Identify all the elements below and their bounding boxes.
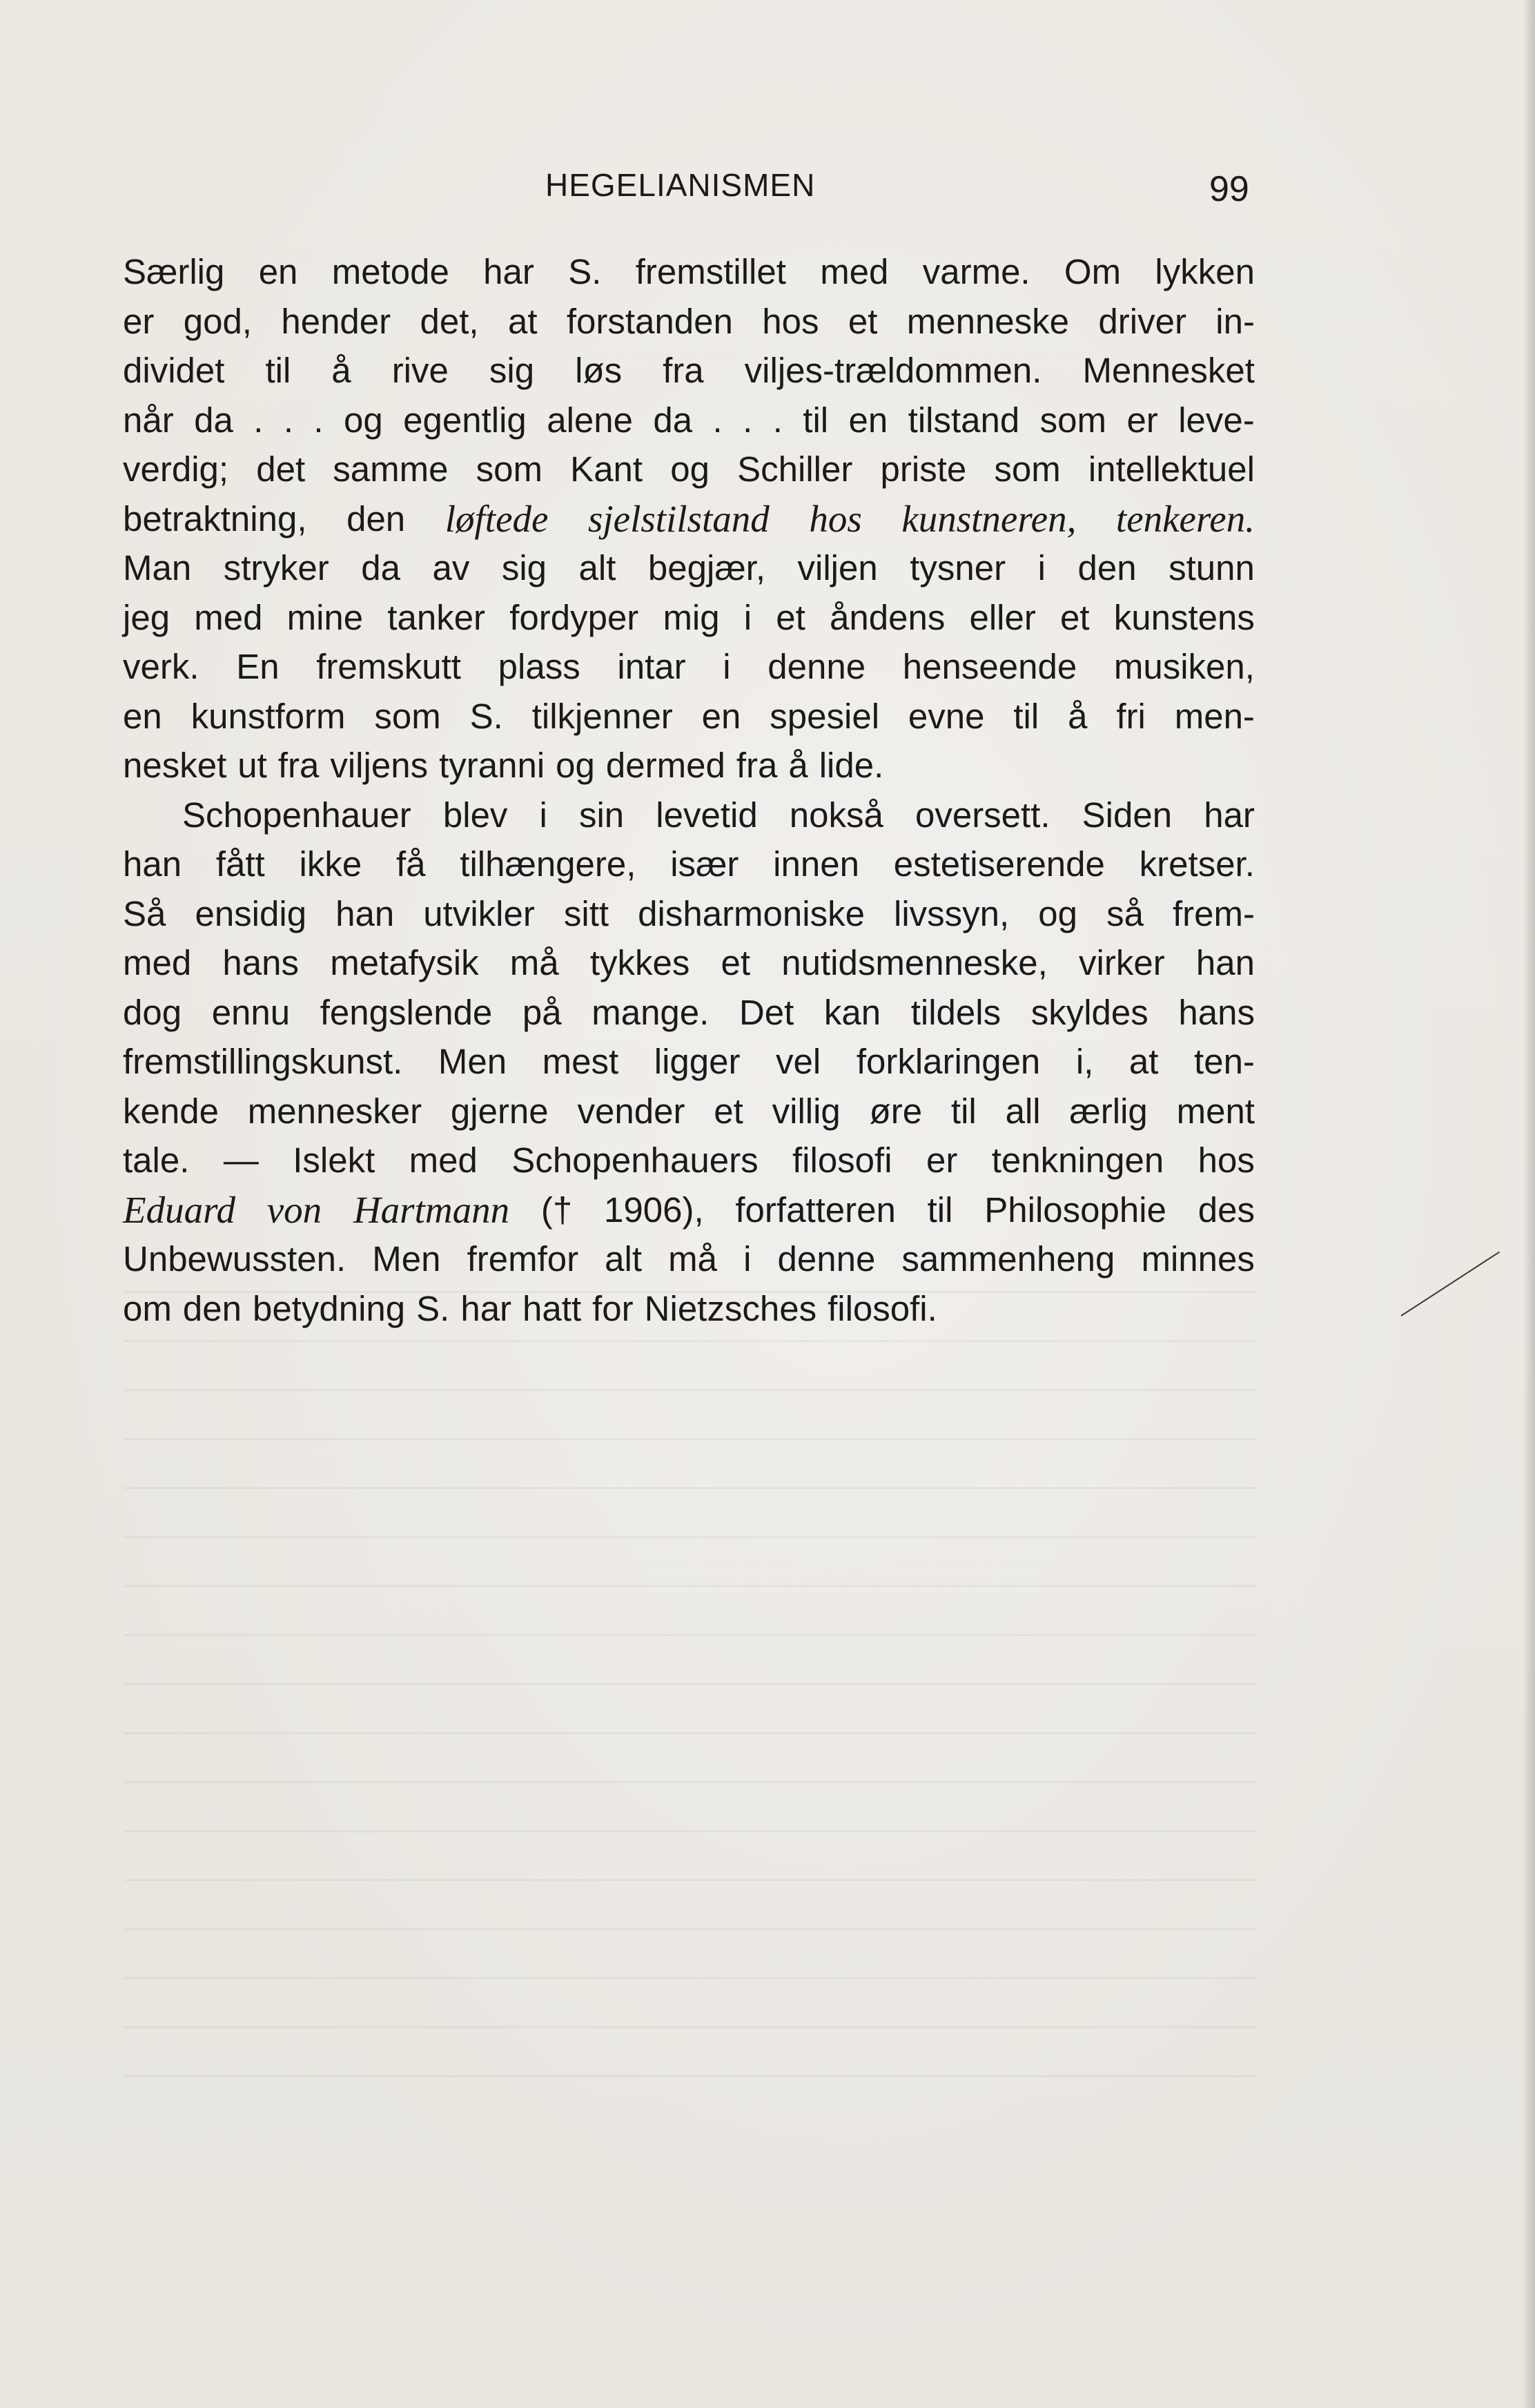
text-line [123, 692, 1255, 741]
word: henseende [902, 647, 1077, 686]
word: mine [286, 597, 364, 637]
word: er [1126, 400, 1158, 440]
word: verdig; [123, 449, 229, 489]
word: begjær, [647, 548, 766, 588]
word: . [743, 400, 753, 440]
word: des [1197, 1190, 1255, 1230]
word: tildels [910, 992, 1001, 1032]
body-text [123, 247, 1255, 1333]
word: tilkjenner [531, 696, 673, 736]
word: Siden [1082, 795, 1173, 835]
word: Unbewussten. [123, 1239, 346, 1279]
word: har [1204, 795, 1255, 835]
word: kende [123, 1091, 219, 1131]
word: Schiller [737, 449, 853, 489]
word: egentlig [403, 400, 527, 440]
word: et [776, 597, 805, 637]
word: i [743, 597, 752, 637]
word: Så [123, 893, 166, 933]
word: betraktning, [123, 498, 307, 538]
word: nesket [123, 746, 227, 785]
word: i [723, 647, 731, 686]
word: sin [578, 795, 625, 835]
pencil-mark [1400, 1252, 1500, 1317]
word: Schopenhauers [511, 1140, 759, 1180]
word: er [926, 1140, 958, 1180]
word: samme [333, 449, 449, 489]
word: og [556, 746, 595, 785]
word: ikke [299, 844, 362, 884]
word: virker [1079, 943, 1165, 982]
word: musiken, [1113, 647, 1255, 686]
word: metafysik [330, 943, 479, 982]
word: fremstillet [635, 252, 786, 291]
word: minnes [1141, 1239, 1255, 1279]
word: oversett. [915, 795, 1050, 835]
word: med [194, 597, 263, 637]
word: viljes-trældommen. [744, 351, 1042, 390]
word: Særlig [123, 252, 225, 291]
word: fra [736, 746, 778, 785]
word: så [1106, 893, 1144, 933]
word: øre [869, 1091, 923, 1131]
word: ut [237, 746, 267, 785]
word: tyranni [439, 746, 545, 785]
word: at [507, 301, 538, 341]
word: sitt [563, 893, 609, 933]
word: fri [1116, 696, 1146, 736]
word: med [820, 252, 889, 291]
word: forklaringen [856, 1042, 1041, 1081]
word: til [265, 351, 291, 390]
word: den [182, 1288, 242, 1328]
word: fordyper [509, 597, 639, 637]
word: tenkningen [991, 1140, 1164, 1180]
word: lide. [819, 746, 884, 785]
word: han [1195, 943, 1255, 982]
word: især [670, 844, 739, 884]
word: utvikler [423, 893, 535, 933]
word: priste [880, 449, 967, 489]
word: åndens [830, 597, 946, 637]
word: god, [183, 301, 252, 341]
word: ennu [211, 992, 291, 1032]
word: rive [391, 351, 449, 390]
word: En [236, 647, 280, 686]
word: i [1037, 548, 1046, 588]
page-edge-shadow [1523, 0, 1535, 2408]
word: alt [605, 1239, 643, 1279]
text-line [123, 1234, 1255, 1284]
word: til [927, 1190, 953, 1230]
word: kunstens [1113, 597, 1255, 637]
word: sig [489, 351, 535, 390]
running-head-title: HEGELIANISMEN [545, 167, 816, 203]
italic-word: Hartmann [353, 1188, 510, 1231]
word: stunn [1169, 548, 1255, 588]
word: fengslende [320, 992, 493, 1032]
word: frem- [1173, 893, 1255, 933]
italic-word: tenkeren. [1115, 497, 1255, 540]
word: tykkes [589, 943, 690, 982]
running-head [0, 164, 1535, 209]
word: i, [1075, 1042, 1094, 1081]
word: metode [331, 252, 449, 291]
italic-word: sjelstilstand [587, 497, 770, 540]
word: estetiserende [893, 844, 1105, 884]
word: en [848, 400, 888, 440]
word: sammenheng [901, 1239, 1115, 1279]
word: og [344, 400, 383, 440]
word: han [335, 893, 395, 933]
word: at [1128, 1042, 1159, 1081]
word: kretser. [1139, 844, 1255, 884]
word: fra [277, 746, 320, 785]
word: plass [498, 647, 580, 686]
word: og [1038, 893, 1078, 933]
word: ensidig [195, 893, 307, 933]
word: tale. [123, 1140, 190, 1180]
word: den [1077, 548, 1137, 588]
word: den [346, 498, 406, 538]
word: alt [578, 548, 616, 588]
word: hos [1197, 1140, 1255, 1180]
word: disharmoniske [638, 893, 865, 933]
word: tanker [387, 597, 486, 637]
word: ten- [1194, 1042, 1255, 1081]
word: et [721, 943, 751, 982]
word: med [123, 943, 192, 982]
word: denne [768, 647, 866, 686]
word: Mennesket [1082, 351, 1255, 390]
word: forfatteren [735, 1190, 896, 1230]
word: fått [215, 844, 265, 884]
text-line [123, 1185, 1255, 1235]
word: Schopenhauer [182, 795, 411, 835]
word: da [653, 400, 693, 440]
word: tilstand [908, 400, 1020, 440]
word: mange. [591, 992, 710, 1032]
word: et [714, 1091, 743, 1131]
word: sig [501, 548, 547, 588]
word: spesiel [770, 696, 880, 736]
word: Om [1064, 252, 1122, 291]
word: . [253, 400, 264, 440]
word: fremstillingskunst. [123, 1042, 403, 1081]
word: nutidsmenneske, [781, 943, 1048, 982]
word: som [1039, 400, 1107, 440]
word: ment [1176, 1091, 1255, 1131]
text-line [123, 297, 1255, 347]
word: ligger [654, 1042, 741, 1081]
word: filosofi. [828, 1288, 937, 1328]
word: å [788, 746, 808, 785]
word: å [1068, 696, 1088, 736]
word: evne [908, 696, 985, 736]
text-line [123, 247, 1255, 297]
word: hos [762, 301, 819, 341]
word: av [432, 548, 470, 588]
word: mest [542, 1042, 619, 1081]
word: . [313, 400, 324, 440]
word: fremfor [467, 1239, 579, 1279]
word: til [803, 400, 829, 440]
show-through-text [124, 1291, 1256, 2085]
word: Philosophie [984, 1190, 1166, 1230]
word: gjerne [450, 1091, 549, 1131]
word: som [476, 449, 543, 489]
word: — [223, 1140, 259, 1180]
word: har [460, 1288, 512, 1328]
word: han [123, 844, 182, 884]
word: Nietzsches [644, 1288, 817, 1328]
word: må [509, 943, 559, 982]
word: innen [773, 844, 859, 884]
text-line [123, 445, 1255, 494]
text-line [123, 839, 1255, 889]
word: eller [969, 597, 1036, 637]
word: å [331, 351, 351, 390]
word: Men [372, 1239, 441, 1279]
word: en [258, 252, 298, 291]
word: jeg [123, 597, 170, 637]
word: mig [663, 597, 720, 637]
word: dog [123, 992, 182, 1032]
word: på [522, 992, 562, 1032]
word: i [539, 795, 547, 835]
italic-word: løftede [444, 497, 549, 540]
word: en [701, 696, 741, 736]
italic-word: kunstneren, [901, 497, 1077, 540]
word: kan [823, 992, 881, 1032]
word: dividet [123, 351, 225, 390]
text-line [123, 1136, 1255, 1185]
word: in- [1215, 301, 1255, 341]
word: kunstform [190, 696, 346, 736]
text-line [123, 1284, 1255, 1334]
word: forstanden [566, 301, 733, 341]
word: . [283, 400, 294, 440]
word: . [712, 400, 723, 440]
word: menneske [906, 301, 1070, 341]
italic-word: hos [809, 497, 862, 540]
word: er [123, 301, 155, 341]
word: som [374, 696, 441, 736]
word: og [670, 449, 710, 489]
word: all [1005, 1091, 1041, 1131]
word: hans [222, 943, 299, 982]
word: . [772, 400, 783, 440]
word: betydning [252, 1288, 406, 1328]
word: en [123, 696, 162, 736]
word: nokså [789, 795, 883, 835]
italic-word: Eduard [123, 1188, 235, 1231]
word: Men [438, 1042, 507, 1081]
word: blev [442, 795, 508, 835]
word: et [848, 301, 878, 341]
word: Islekt [293, 1140, 375, 1180]
word: til [950, 1091, 977, 1131]
word: vel [776, 1042, 821, 1081]
word: († [540, 1190, 573, 1230]
word: løs [575, 351, 623, 390]
word: hender [281, 301, 391, 341]
word: som [994, 449, 1061, 489]
word: verk. [123, 647, 199, 686]
word: med [409, 1140, 478, 1180]
word: da [361, 548, 400, 588]
word: har [483, 252, 534, 291]
text-line [123, 543, 1255, 593]
text-line [123, 593, 1255, 643]
word: livssyn, [894, 893, 1010, 933]
word: om [123, 1288, 172, 1328]
word: Det [739, 992, 794, 1032]
word: skyldes [1030, 992, 1148, 1032]
word: viljens [330, 746, 429, 785]
word: intar [617, 647, 686, 686]
word: stryker [223, 548, 329, 588]
text-line [123, 938, 1255, 988]
word: tysner [910, 548, 1006, 588]
word: Man [123, 548, 192, 588]
word: mennesker [247, 1091, 422, 1131]
word: hatt [522, 1288, 582, 1328]
text-line [123, 790, 1255, 840]
text-line [123, 346, 1255, 396]
word: S. [416, 1288, 450, 1328]
word: leve- [1178, 400, 1255, 440]
word: filosofi [792, 1140, 892, 1180]
word: til [1013, 696, 1039, 736]
word: hans [1178, 992, 1255, 1032]
word: alene [547, 400, 633, 440]
word: intellektuel [1088, 449, 1255, 489]
word: når [123, 400, 174, 440]
word: et [1060, 597, 1090, 637]
word: 1906), [604, 1190, 704, 1230]
word: viljen [797, 548, 878, 588]
word: vender [577, 1091, 685, 1131]
text-line [123, 642, 1255, 692]
page-number: 99 [1209, 169, 1249, 209]
word: for [592, 1288, 634, 1328]
word: må [668, 1239, 717, 1279]
italic-word: von [266, 1188, 322, 1231]
text-line [123, 988, 1255, 1038]
word: men- [1174, 696, 1255, 736]
word: Kant [570, 449, 643, 489]
word: driver [1098, 301, 1186, 341]
text-line [123, 1037, 1255, 1087]
word: varme. [922, 252, 1030, 291]
word: få [395, 844, 426, 884]
text-line [123, 494, 1255, 544]
word: fra [663, 351, 704, 390]
word: villig [772, 1091, 841, 1131]
word: denne [777, 1239, 876, 1279]
text-line [123, 1087, 1255, 1136]
word: lykken [1155, 252, 1255, 291]
word: tilhængere, [460, 844, 636, 884]
word: det [256, 449, 306, 489]
word: fremskutt [316, 647, 461, 686]
text-line [123, 396, 1255, 445]
text-line [123, 741, 1255, 790]
text-line [123, 889, 1255, 939]
word: S. [469, 696, 503, 736]
word: det, [420, 301, 479, 341]
word: S. [568, 252, 602, 291]
word: ærlig [1069, 1091, 1148, 1131]
word: levetid [656, 795, 758, 835]
word: i [743, 1239, 752, 1279]
word: dermed [605, 746, 725, 785]
word: da [194, 400, 233, 440]
